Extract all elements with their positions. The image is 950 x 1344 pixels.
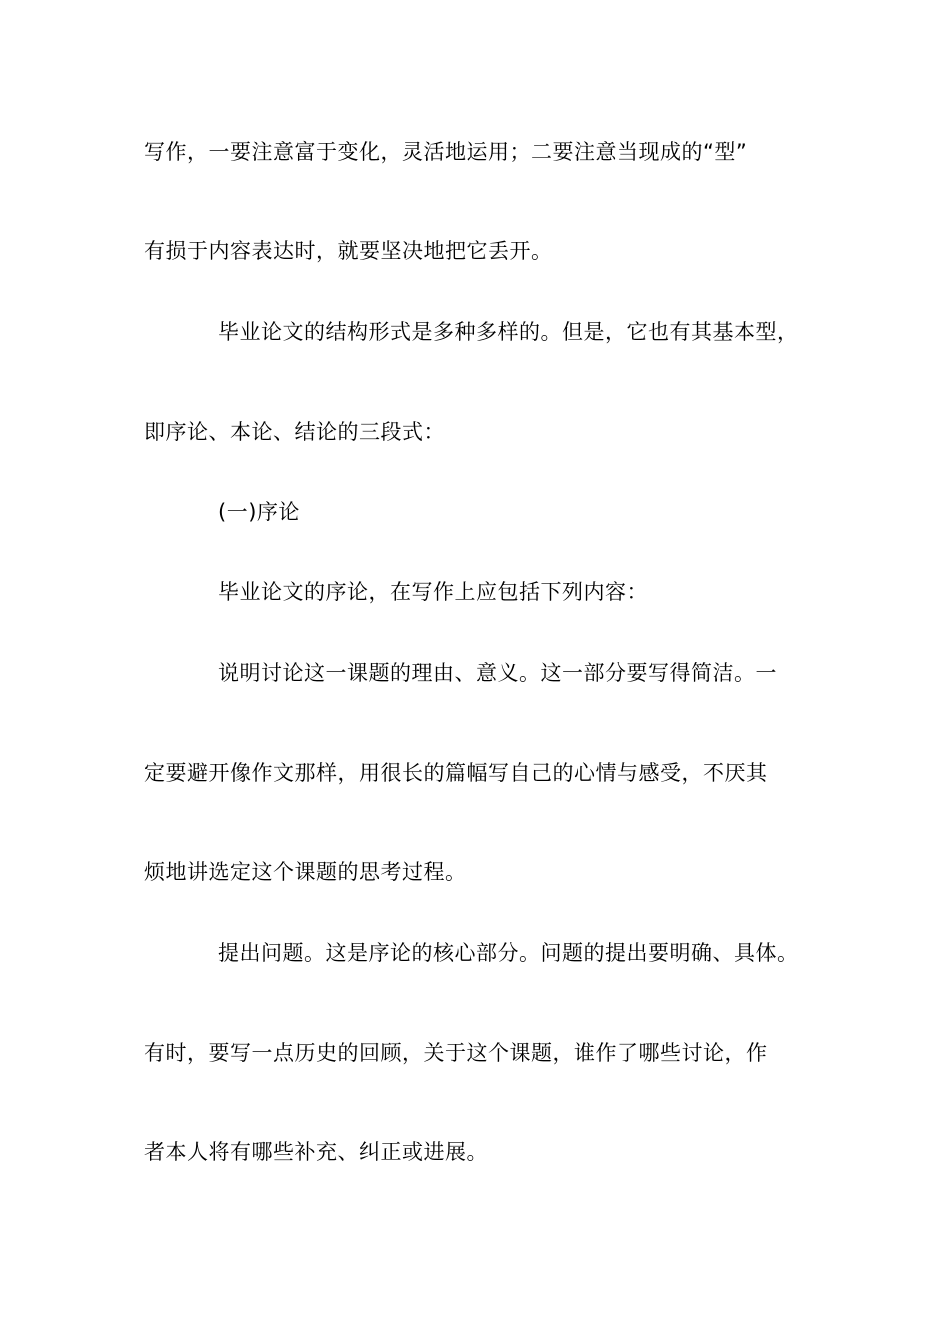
paragraph-line: 有时，要写一点历史的回顾，关于这个课题，谁作了哪些讨论，作 [144, 1041, 768, 1065]
section-heading: (一)序论 [218, 500, 300, 524]
paragraph-line: 定要避开像作文那样，用很长的篇幅写自己的心情与感受，不厌其 [144, 761, 768, 785]
paragraph-line: 提出问题。这是序论的核心部分。问题的提出要明确、具体。 [218, 941, 799, 965]
paragraph-line: 即序论、本论、结论的三段式： [144, 420, 445, 444]
paragraph-line: 说明讨论这一课题的理由、意义。这一部分要写得简洁。一 [218, 661, 777, 685]
paragraph-line: 毕业论文的结构形式是多种多样的。但是，它也有其基本型， [218, 320, 799, 344]
paragraph-line: 毕业论文的序论，在写作上应包括下列内容： [218, 580, 648, 604]
paragraph-line: 写作，一要注意富于变化，灵活地运用；二要注意当现成的“型” [144, 140, 748, 164]
paragraph-line: 有损于内容表达时，就要坚决地把它丢开。 [144, 239, 553, 263]
paragraph-line: 者本人将有哪些补充、纠正或进展。 [144, 1140, 488, 1164]
paragraph-line: 烦地讲选定这个课题的思考过程。 [144, 860, 467, 884]
